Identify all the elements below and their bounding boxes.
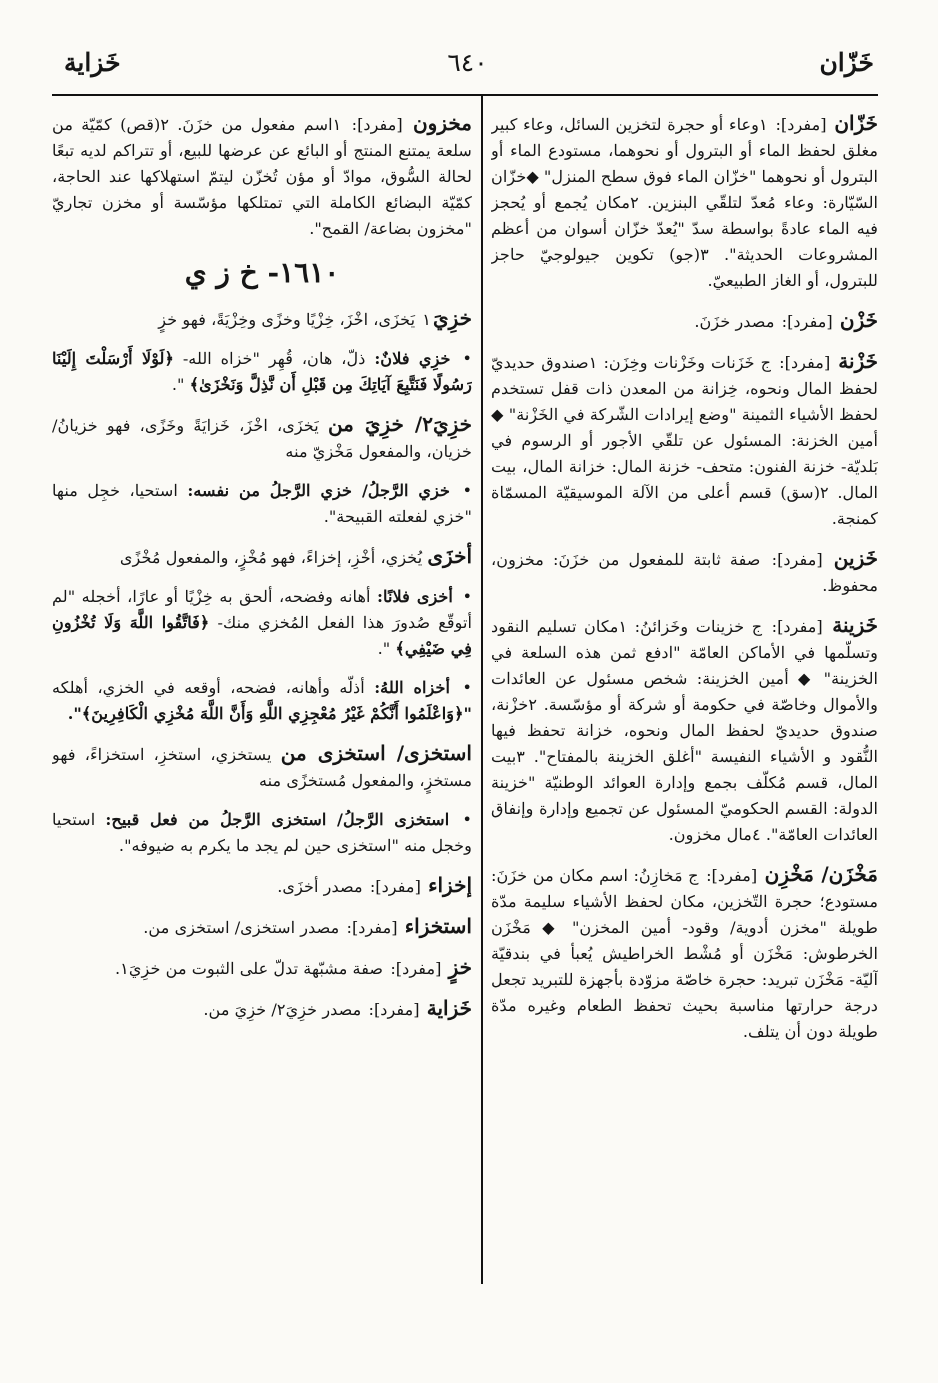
bullet-icon: •	[462, 481, 472, 500]
definition: ج مَخازِنُ: اسم مكان من خزَنَ: مستودع؛ حجرة التّخزين، مكان لحفظ الأشياء سليمة مدّة طويلة "مخزن أدوية/ وقود- أمين المخزن" ◆ مَخْزَن الخرطوش: مَخْزَن أو مُشْط الخراطيش يُعبأ في بندقيّة آليّة- مَخْزَن تبريد: حجرة خاصّة مزوّدة بأجهزة للتبريد تجعل درجة حرارتها مناسبة بحيث تحفظ الطعام وغيره مدّة طويلة دون أن يتلف.	[491, 866, 878, 1041]
usage-text: استحيا، خجِل منها "خزي لفعلته القبيحة".	[52, 481, 472, 526]
pos-tag: [مفرد]:	[369, 877, 421, 896]
entry-makhzan	[491, 861, 878, 1045]
entry-istikhza	[52, 913, 472, 941]
usage-text: أهانه وفضحه، ألحق به خِزْيًا أو عارًا، أخجله "لم أتوقّع صُدورَ هذا الفعل المُخزي منك-	[52, 587, 472, 632]
bullet-icon: •	[462, 810, 472, 829]
pos-tag: [مفرد]:	[779, 353, 831, 372]
pos-tag: [مفرد]:	[771, 617, 823, 636]
quran-quote: ﴿لَوْلَا أَرْسَلْتَ إِلَيْنَا رَسُولًا فَنَتَّبِعَ آيَاتِكَ مِن قَبْلِ أَن نَّذِلَّ وَنَخْزَىٰ﴾	[52, 349, 472, 394]
definition: صفة ثابتة للمفعول من خزَنَ: مخزون، محفوظ.	[491, 550, 878, 595]
entry-khazin	[491, 545, 878, 599]
headword: خَزّان	[834, 111, 878, 135]
pos-tag: [مفرد]:	[771, 550, 823, 569]
quran-quote: "﴿وَاعْلَمُوا أَنَّكُمْ غَيْرُ مُعْجِزِي اللَّهِ وَأَنَّ اللَّهَ مُخْزِي الْكَافِرِينَ﴾".	[67, 704, 472, 723]
definition: ١وعاء أو حجرة لتخزين السائل، وعاء كبير مغلق لحفظ الماء أو البترول أو نحوهما، مستودع الماء أو البترول أو نحوهما "خزّان الماء فوق سطح المنزل" ◆خزّان السّيّارة: وعاء مُعدّ لتلقّي البنزين. ٢مكان يُجمع أو يُحجز فيه الماء عادةً بواسطة سدّ "يُعدّ خزّان أسوان من أعظم المشروعات الحديثة". ٣(جو) تكوين جيولوجيّ حاجز للبترول، أو الغاز الطبيعيّ.	[491, 115, 878, 290]
definition: ١اسم مفعول من خزَنَ. ٢(قص) كمّيّة من سلعة يمتنع المنتج أو البائع عن عرضها للبيع، أو تتراكم لديه تبعًا لحالة السُّوق، موادّ أو مؤن تُخزّن ليتمّ استهلاكها عند الحاجة، كمّيّة البضائع الكاملة التي تمتلكها مؤسّسة أو مخزن تجاريّ "مخزون بضاعة/ القمح".	[52, 115, 472, 238]
headword: خزٍ	[448, 955, 472, 979]
conjugation: يُخزي، أخْزِ، إخزاءً، فهو مُخْزٍ، والمفعول مُخْزًى	[119, 548, 423, 567]
usage-lead: أخزى فلانًا:	[377, 587, 453, 606]
column-divider	[481, 96, 483, 1284]
bullet-icon: •	[462, 349, 472, 368]
right-column	[491, 110, 878, 1265]
pos-tag: [مفرد]:	[368, 1000, 420, 1019]
entry-khazin-adj	[52, 954, 472, 982]
entry-khazn	[491, 307, 878, 335]
usage-example	[52, 584, 472, 662]
headword: أخزَى	[427, 544, 472, 568]
entry-khaziya-1	[52, 305, 472, 333]
usage-example	[52, 478, 472, 530]
definition: ج خَزَنات وخَزْنات وخِزَن: ١صندوق حديديّ لحفظ المال ونحوه، خِزانة من المعدن ذات قفل تستخدم لحفظ الأشياء الثمينة "وضع إيرادات الشّركة في الخَزْنة" ◆ أمين الخزنة: المسئول عن تلقّي الأجور أو الرسوم في بَلديّة- خزنة الفنون: متحف- خزنة المال: خزانة المال، بيت المال. ٢(سق) قسم أعلى من الآلة الموسيقيّة المسمّاة كمنجة.	[491, 353, 878, 528]
usage-lead: استخزى الرَّجلُ/ استخزى الرَّجلُ من فعل قبيح:	[105, 810, 450, 829]
usage-example	[52, 346, 472, 398]
usage-text: أذلّه وأهانه، فضحه، أوقعه في الخزي، أهلكه	[52, 678, 365, 697]
usage-tail: ".	[171, 375, 185, 394]
headword: خَزين	[833, 546, 878, 570]
usage-example	[52, 807, 472, 859]
usage-text: ذلّ، هان، قُهِر "خزاه الله-	[182, 349, 366, 368]
pos-tag: [مفرد]:	[390, 959, 442, 978]
entry-khazna	[491, 348, 878, 532]
headword: خزِيَ	[432, 306, 472, 330]
definition: مصدر خزَنَ.	[694, 312, 775, 331]
usage-text: استحيا وخجل منه "استخزى حين لم يجد ما يكرم به ضيوفه".	[52, 810, 472, 855]
usage-lead: خزي الرَّجلُ/ خزي الرَّجلُ من نفسه:	[187, 481, 451, 500]
quran-quote: ﴿فَاتَّقُوا اللَّهَ وَلَا تُخْزُونِ فِي ضَيْفِي﴾	[52, 613, 472, 658]
headword: استخزى/ استخزى من	[280, 741, 472, 765]
headword: إخزاء	[428, 873, 472, 897]
headword: خَزينة	[832, 613, 878, 637]
entry-khazzan	[491, 110, 878, 294]
usage-example	[52, 675, 472, 727]
entry-makhzun	[52, 110, 472, 242]
pos-tag: [مفرد]:	[706, 866, 758, 885]
headword: خزِيَ٢/ خزِيَ من	[327, 412, 472, 436]
headword: مَخْزَن/ مَخْزِن	[764, 862, 878, 886]
guide-word-left: خَزاية	[64, 48, 121, 77]
headword: خَزْن	[839, 308, 878, 332]
entry-khaziya-2	[52, 411, 472, 465]
conjugation: يستخزي، استخزِ، استخزاءً، فهو مستخزٍ، والمفعول مُستخزًى منه	[52, 745, 472, 790]
page-number: ٦٤٠	[447, 48, 488, 77]
pos-tag: [مفرد]:	[781, 312, 833, 331]
entry-ikhza	[52, 872, 472, 900]
conjugation: يَخزَى، اخْزَ، خِزْيًا وخزًى وخِزْيَةً، فهو خزٍ	[158, 310, 416, 329]
usage-tail: ".	[377, 639, 391, 658]
headword: مخزون	[412, 111, 472, 135]
bullet-icon: •	[462, 678, 472, 697]
page-header	[0, 0, 938, 100]
bullet-icon: •	[462, 587, 472, 606]
sense-number: ١	[422, 310, 431, 329]
guide-word-right: خَزّان	[819, 48, 874, 77]
headword: استخزاء	[404, 914, 472, 938]
usage-lead: أخزاه اللهُ:	[374, 678, 450, 697]
pos-tag: [مفرد]:	[351, 115, 403, 134]
pos-tag: [مفرد]:	[346, 918, 398, 937]
definition: مصدر خزِيَ٢/ خزِيَ من.	[203, 1000, 362, 1019]
definition: صفة مشبّهة تدلّ على الثبوت من خزِيَ١.	[115, 959, 384, 978]
definition: ج خزينات وخَزائنُ: ١مكان تسليم النقود وتسلّمها في الأماكن العامّة "ادفع ثمن هذه السلعة في الخزينة" ◆ أمين الخزينة: شخص مسئول عن العائدات والأموال وخاصّة في حكومة أو شركة أو مؤسّسة. ٢خزْنة، صندوق حديديّ لحفظ المال ونحوه، خزانة تحفظ فيها النُّقود و الأشياء النفيسة "أغلق الخزينة بالمفتاح". ٣بيت المال، قسم مُكلّف بجمع وإدارة العوائد الوطنيّة "خزينة الدولة: القسم الحكوميّ المسئول عن تجميع وإدارة وإنفاق العائدات العامّة". ٤مال مخزون.	[491, 617, 878, 844]
definition: مصدر أخزَى.	[277, 877, 363, 896]
root-heading: ١٦١٠- خ ز ي	[184, 256, 340, 289]
left-column	[52, 110, 472, 1265]
headword: خَزْنة	[838, 349, 878, 373]
entry-khazaya	[52, 995, 472, 1023]
header-rule	[52, 94, 878, 96]
pos-tag: [مفرد]:	[775, 115, 827, 134]
entry-khazina	[491, 612, 878, 848]
usage-lead: خزِي فلانٌ:	[374, 349, 451, 368]
entry-istakhza	[52, 740, 472, 794]
entry-akhza	[52, 543, 472, 571]
headword: خَزاية	[426, 996, 472, 1020]
definition: مصدر استخزى/ استخزى من.	[143, 918, 340, 937]
conjugation: يَخزَى، اخْزَ، خَزايَةً وخَزًى، فهو خزيانُ/خزيان، والمفعول مَخْزيّ منه	[52, 416, 472, 461]
